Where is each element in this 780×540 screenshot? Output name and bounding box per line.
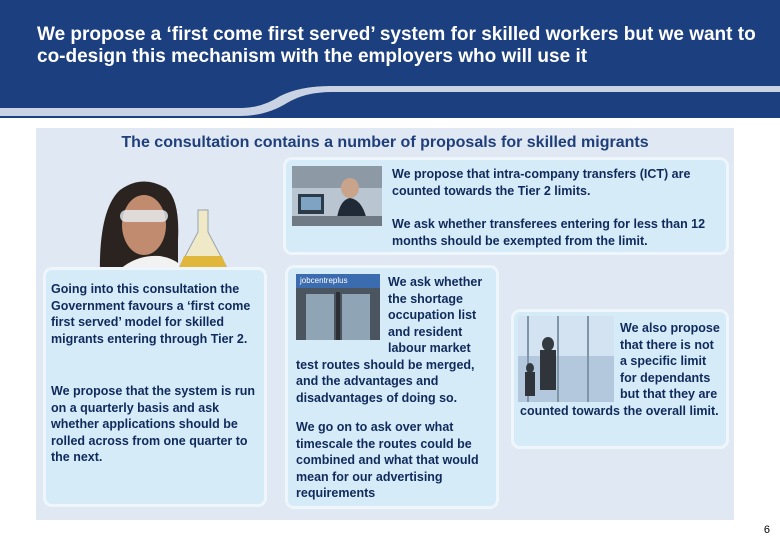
fcfs-text-1: Going into this consultation the Government favours a ‘first come first served’ model for skilled migrants entering through Tier 2.: [51, 282, 251, 346]
dependants-card: [514, 312, 726, 446]
content-panel: [36, 128, 734, 520]
fcfs-text-2: We propose that the system is run on a quarterly basis and ask whether applications should be rolled across from one quarter to the next.: [51, 384, 255, 464]
section-subtitle: The consultation contains a number of proposals for skilled migrants: [121, 134, 649, 151]
jobcentre-sign: jobcentreplus: [300, 276, 348, 285]
office-worker-photo: [292, 166, 382, 226]
shortage-text-2: We go on to ask over what timescale the routes could be combined and what that would mean for our advertising requirements: [296, 420, 479, 500]
page-title: We propose a ‘first come first served’ system for skilled workers but we want to co-design this mechanism with the employers who will use it: [37, 24, 756, 67]
photo-spacer: [296, 274, 388, 344]
shortage-occupation-card: [288, 268, 496, 506]
scientist-photo: [80, 170, 260, 280]
page-number: 6: [763, 524, 770, 536]
ict-text-1: We propose that intra-company transfers (ICT) are counted towards the Tier 2 limits.: [392, 167, 691, 198]
ict-card: [286, 160, 726, 252]
header-band: [0, 0, 780, 118]
photo-spacer: [520, 320, 620, 402]
ict-text-2: We ask whether transferees entering for less than 12 months should be exempted from the limit.: [392, 217, 706, 248]
shortage-text-1: We ask whether the shortage occupation list and resident labour market test routes should be merged, and the advantages and disadvantages of doing so.: [296, 275, 483, 405]
first-come-first-served-card: [46, 270, 264, 504]
dependants-text-1: We also propose that there is not a specific limit for dependants but that they are counted towards the overall limit.: [520, 321, 720, 418]
